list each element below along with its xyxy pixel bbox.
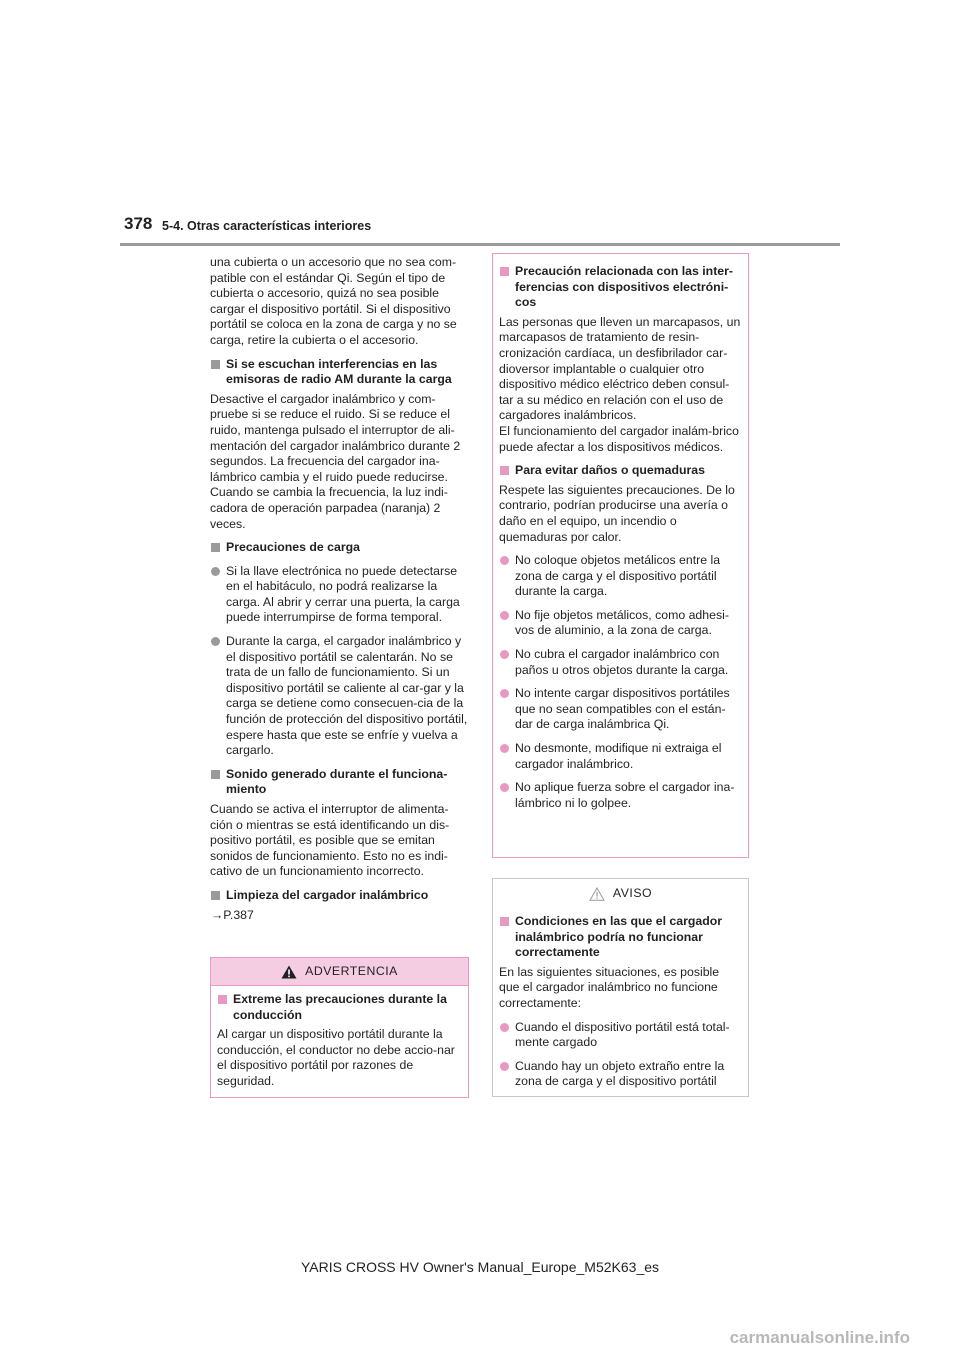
- list-item: [210, 634, 468, 759]
- list-item-text: Cuando el dispositivo portátil está total-mente cargado: [515, 1019, 730, 1050]
- notice-box: [492, 878, 749, 1097]
- medical-paragraph: Las personas que lleven un marcapasos, un marcapasos de tratamiento de resin-cronización cardíaca, un desfibrilador car-dioversor implantable o cualquier otro dispositivo médico eléctrico deben consul-tar a su médico en relación con el uso de cargadores inalámbricos.: [499, 314, 741, 423]
- square-bullet-icon: [500, 267, 509, 276]
- warning-box: [210, 957, 469, 1098]
- heading-text: Precaución relacionada con las inter-ferencias con dispositivos electróni-cos: [515, 264, 734, 310]
- circle-bullet-icon: [500, 689, 509, 698]
- page-footer: YARIS CROSS HV Owner's Manual_Europe_M52K63_es: [300, 1259, 660, 1275]
- page-reference-link[interactable]: →P.387: [211, 907, 254, 922]
- medical-paragraph-2: El funcionamiento del cargador inalám-brico puede afectar a los dispositivos médicos.: [499, 423, 739, 454]
- warning-label: ADVERTENCIA: [305, 963, 398, 978]
- list-item: [499, 608, 742, 639]
- list-item: [499, 1059, 742, 1090]
- list-item-text: Cuando hay un objeto extraño entre la zona de carga y el dispositivo portátil: [515, 1058, 725, 1089]
- heading-text: Precauciones de carga: [226, 540, 360, 555]
- heading-text: Condiciones en las que el cargador inalámbrico podría no funcionar correctamente: [515, 914, 723, 960]
- square-bullet-icon: [500, 917, 509, 926]
- circle-bullet-icon: [500, 1023, 509, 1032]
- heading-avoid-damage: [499, 463, 742, 479]
- list-item: [499, 686, 742, 733]
- notice-box-header: [493, 879, 748, 908]
- list-item-text: No intente cargar dispositivos portátiles que no sean compatibles con el están-dar de carga inalámbrica Qi.: [515, 686, 730, 732]
- list-item: [499, 553, 742, 600]
- section-title: 5-4. Otras características interiores: [162, 219, 372, 233]
- heading-text: Para evitar daños o quemaduras: [515, 463, 705, 478]
- warning-triangle-icon: [281, 965, 297, 979]
- list-item: [499, 741, 742, 772]
- list-item-text: No coloque objetos metálicos entre la zona de carga y el dispositivo portátil durante la carga.: [515, 553, 721, 599]
- circle-bullet-icon: [500, 744, 509, 753]
- circle-bullet-icon: [500, 650, 509, 659]
- list-item: [499, 780, 742, 811]
- notice-heading: [499, 914, 742, 961]
- heading-cleaning: [210, 888, 468, 904]
- interference-paragraph: Desactive el cargador inalámbrico y com-pruebe si se reduce el ruido. Si se reduce el ruido, mantenga pulsado el interruptor de ali-mentación del cargador inalámbrico durante 2 segundos. La frecuencia del cargador ina-lámbrico cambia y el ruido puede reducirse. Cuando se cambia la frecuencia, la luz indi-cadora de operación parpadea (naranja) 2 veces.: [210, 391, 461, 531]
- circle-bullet-icon: [211, 637, 220, 646]
- warning-text: Al cargar un dispositivo portátil durante la conducción, el conductor no debe accio-nar el dispositivo portátil por razones de seguridad.: [217, 1027, 455, 1088]
- page-number: 378: [124, 214, 153, 233]
- notice-label: AVISO: [612, 885, 653, 900]
- circle-bullet-icon: [500, 611, 509, 620]
- notice-text: En las siguientes situaciones, es posible que el cargador inalámbrico no funcione correctamente:: [499, 964, 720, 1010]
- list-item: [210, 564, 468, 626]
- heading-charging-precautions: [210, 540, 468, 556]
- heading-text: Extreme las precauciones durante la conducción: [233, 992, 447, 1022]
- heading-text: Sonido generado durante el funciona-miento: [226, 766, 448, 797]
- heading-text: Si se escuchan interferencias en las emisoras de radio AM durante la carga: [226, 356, 452, 387]
- warning-box-header: [211, 958, 468, 986]
- square-bullet-icon: [211, 543, 220, 552]
- heading-interference: [210, 357, 468, 388]
- list-item-text: No fije objetos metálicos, como adhesi-vos de aluminio, a la zona de carga.: [515, 607, 729, 638]
- list-item-text: No desmonte, modifique ni extraiga el cargador inalámbrico.: [515, 741, 722, 771]
- circle-bullet-icon: [500, 783, 509, 792]
- caution-box: [492, 253, 749, 858]
- list-item-text: No aplique fuerza sobre el cargador ina-lámbrico ni lo golpee.: [515, 780, 735, 810]
- circle-bullet-icon: [211, 567, 220, 576]
- operation-sound-paragraph: Cuando se activa el interruptor de alimenta-ción o mientras se está identificando un dis-positivo portátil, es posible que se emitan sonidos de funcionamiento. Esto no es indi-cativo de un funcionamiento incorrecto.: [210, 802, 450, 879]
- heading-operation-sound: [210, 767, 468, 798]
- square-bullet-icon: [211, 360, 220, 369]
- list-item-text: No cubra el cargador inalámbrico con paños u otros objetos durante la carga.: [515, 647, 729, 677]
- caution-triangle-icon: [589, 887, 605, 901]
- warning-heading: [217, 992, 462, 1023]
- circle-bullet-icon: [500, 556, 509, 565]
- intro-paragraph: una cubierta o un accesorio que no sea com-patible con el estándar Qi. Según el tipo de cubierta o accesorio, quizá no sea posible cargar el dispositivo portátil. Si el dispositivo portátil se coloca en la zona de carga y no se carga, retire la cubierta o el accesorio.: [210, 255, 457, 347]
- watermark: carmanualsonline.info: [729, 1328, 910, 1347]
- list-item-text: Durante la carga, el cargador inalámbrico y el dispositivo portátil se calentarán. No se trata de un fallo de funcionamiento. Si un dispositivo portátil se caliente al car-gar y la carga se detiene como consecuen-cia de la función de protección del dispositivo portátil, espere hasta que este se enfríe y vuelva a cargarlo.: [226, 634, 468, 758]
- avoid-damage-paragraph: Respete las siguientes precauciones. De lo contrario, podrían producirse una avería o daño en el equipo, un incendio o quemaduras por calor.: [499, 482, 735, 544]
- square-bullet-icon: [211, 770, 220, 779]
- square-bullet-icon: [218, 995, 227, 1004]
- square-bullet-icon: [211, 891, 220, 900]
- left-column: [210, 255, 468, 923]
- circle-bullet-icon: [500, 1062, 509, 1071]
- list-item-text: Si la llave electrónica no puede detectarse en el habitáculo, no podrá realizarse la carga. Al abrir y cerrar una puerta, la carga puede interrumpirse de forma temporal.: [226, 563, 460, 625]
- list-item: [499, 1020, 742, 1051]
- heading-medical-interference: [499, 264, 742, 311]
- heading-text: Limpieza del cargador inalámbrico: [226, 887, 429, 902]
- list-item: [499, 647, 742, 678]
- header-rule: [120, 243, 840, 246]
- square-bullet-icon: [500, 466, 509, 475]
